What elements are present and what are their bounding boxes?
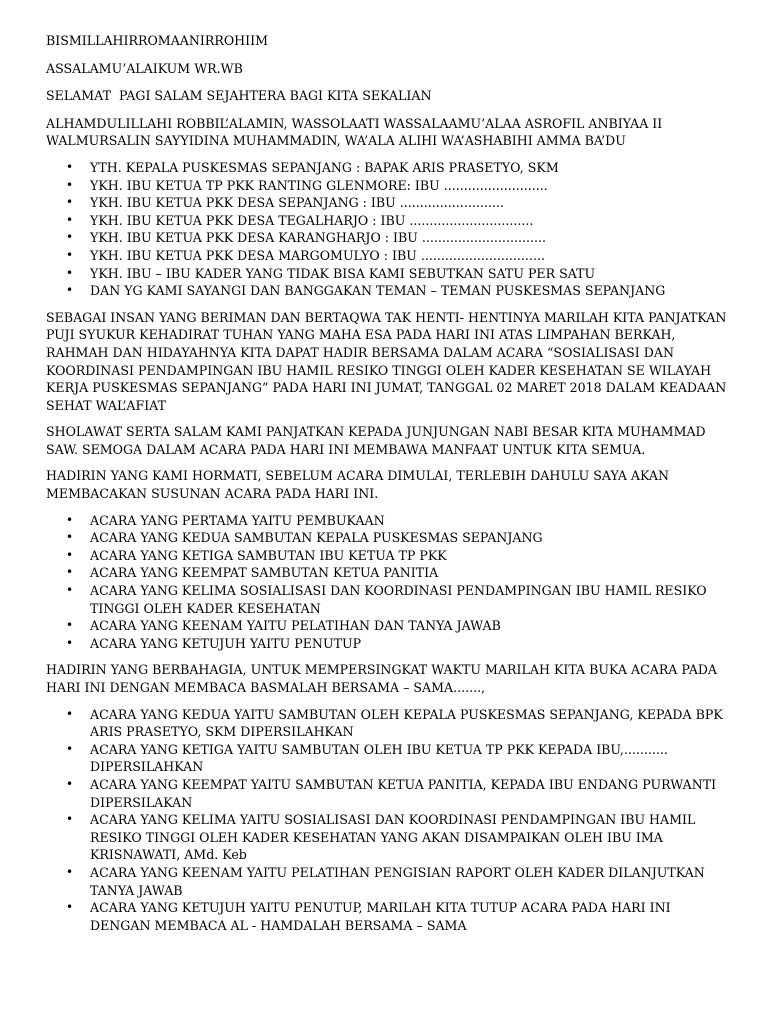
- addressee-list: [46, 159, 728, 300]
- details-list: [46, 706, 728, 935]
- selamat-line: SELAMAT PAGI SALAM SEJAHTERA BAGI KITA SEKALIAN: [46, 88, 432, 104]
- list-item: • ACARA YANG KEDUA SAMBUTAN KEPALA PUSKESMAS SEPANJANG: [46, 529, 728, 547]
- list-item: • ACARA YANG KEENAM YAITU PELATIHAN DAN TANYA JAWAB: [46, 617, 728, 635]
- agenda-list: [46, 512, 728, 653]
- list-item: • YKH. IBU KETUA PKK DESA TEGALHARJO : IBU ...............................: [46, 212, 728, 230]
- list-item: • ACARA YANG KEEMPAT YAITU SAMBUTAN KETUA PANITIA, KEPADA IBU ENDANG PURWANTI DIPERSILAKAN: [46, 776, 728, 811]
- hadirin-paragraph-1: HADIRIN YANG KAMI HORMATI, SEBELUM ACARA DIMULAI, TERLEBIH DAHULU SAYA AKAN MEMBACAKAN SUSUNAN ACARA PADA HARI INI.: [46, 468, 674, 502]
- list-item: • ACARA YANG PERTAMA YAITU PEMBUKAAN: [46, 512, 728, 530]
- doc-title: BISMILLAHIRROMAANIRROHIIM: [46, 33, 268, 48]
- greeting: ASSALAMU’ALAIKUM WR.WB: [46, 60, 243, 76]
- list-item: • YKH. IBU KETUA PKK DESA MARGOMULYO : IBU ...............................: [46, 247, 728, 265]
- list-item: • YTH. KEPALA PUSKESMAS SEPANJANG : BAPAK ARIS PRASETYO, SKM: [46, 159, 728, 177]
- list-item: • ACARA YANG KEENAM YAITU PELATIHAN PENGISIAN RAPORT OLEH KADER DILANJUTKAN TANYA JAWAB: [46, 864, 728, 899]
- opening-paragraph: ALHAMDULILLAHI ROBBIL’ALAMIN, WASSOLAATI WASSALAAMU’ALAA ASROFIL ANBIYAA II WALMURSALIN SAYYIDINA MUHAMMADIN, WA’ALA ALIHI WA’ASHABIHI AMMA BA’DU: [46, 115, 667, 149]
- list-item: • ACARA YANG KEEMPAT SAMBUTAN KETUA PANITIA: [46, 564, 728, 582]
- sholawat-paragraph: SHOLAWAT SERTA SALAM KAMI PANJATKAN KEPADA JUNJUNGAN NABI BESAR KITA MUHAMMAD SAW. SEMOGA DALAM ACARA PADA HARI INI MEMBAWA MANFAAT UNTUK KITA SEMUA.: [46, 424, 710, 457]
- list-item: • YKH. IBU KETUA PKK DESA SEPANJANG : IBU ..........................: [46, 194, 728, 212]
- list-item: • ACARA YANG KETIGA YAITU SAMBUTAN OLEH IBU KETUA TP PKK KEPADA IBU,........... DIPERSILAHKAN: [46, 741, 728, 776]
- list-item: • ACARA YANG KETUJUH YAITU PENUTUP: [46, 635, 728, 653]
- list-item: • ACARA YANG KEDUA YAITU SAMBUTAN OLEH KEPALA PUSKESMAS SEPANJANG, KEPADA BPK ARIS PRASETYO, SKM DIPERSILAHKAN: [46, 706, 728, 741]
- list-item: • YKH. IBU – IBU KADER YANG TIDAK BISA KAMI SEBUTKAN SATU PER SATU: [46, 265, 728, 283]
- list-item: • YKH. IBU KETUA TP PKK RANTING GLENMORE: IBU ..........................: [46, 177, 728, 195]
- list-item: • DAN YG KAMI SAYANGI DAN BANGGAKAN TEMAN – TEMAN PUSKESMAS SEPANJANG: [46, 282, 728, 300]
- hadirin-paragraph-2: HADIRIN YANG BERBAHAGIA, UNTUK MEMPERSINGKAT WAKTU MARILAH KITA BUKA ACARA PADA HARI INI DENGAN MEMBACA BASMALAH BERSAMA – SAMA.......,: [46, 662, 722, 695]
- list-item: • ACARA YANG KELIMA YAITU SOSIALISASI DAN KOORDINASI PENDAMPINGAN IBU HAMIL RESIKO TINGGI OLEH KADER KESEHATAN YANG AKAN DISAMPAIKAN OLEH IBU IMA KRISNAWATI, AMd. Keb: [46, 811, 728, 864]
- intro-paragraph: SEBAGAI INSAN YANG BERIMAN DAN BERTAQWA TAK HENTI- HENTINYA MARILAH KITA PANJATKAN PUJI SYUKUR KEHADIRAT TUHAN YANG MAHA ESA PADA HARI INI ATAS LIMPAHAN BERKAH, RAHMAH DAN HIDAYAHNYA KITA DAPAT HADIR BERSAMA DALAM ACARA “SOSIALISASI DAN KOORDINASI PENDAMPINGAN IBU HAMIL RESIKO TINGGI OLEH KADER KESEHATAN SE WILAYAH KERJA PUSKESMAS SEPANJANG” PADA HARI INI JUMAT, TANGGAL 02 MARET 2018 DALAM KEADAAN SEHAT WAL’AFIAT: [46, 309, 731, 413]
- list-item: • ACARA YANG KELIMA SOSIALISASI DAN KOORDINASI PENDAMPINGAN IBU HAMIL RESIKO TINGGI OLEH KADER KESEHATAN: [46, 582, 728, 617]
- list-item: • ACARA YANG KETIGA SAMBUTAN IBU KETUA TP PKK: [46, 547, 728, 565]
- list-item: • ACARA YANG KETUJUH YAITU PENUTUP, MARILAH KITA TUTUP ACARA PADA HARI INI DENGAN MEMBACA AL - HAMDALAH BERSAMA – SAMA: [46, 899, 728, 934]
- list-item: • YKH. IBU KETUA PKK DESA KARANGHARJO : IBU ...............................: [46, 229, 728, 247]
